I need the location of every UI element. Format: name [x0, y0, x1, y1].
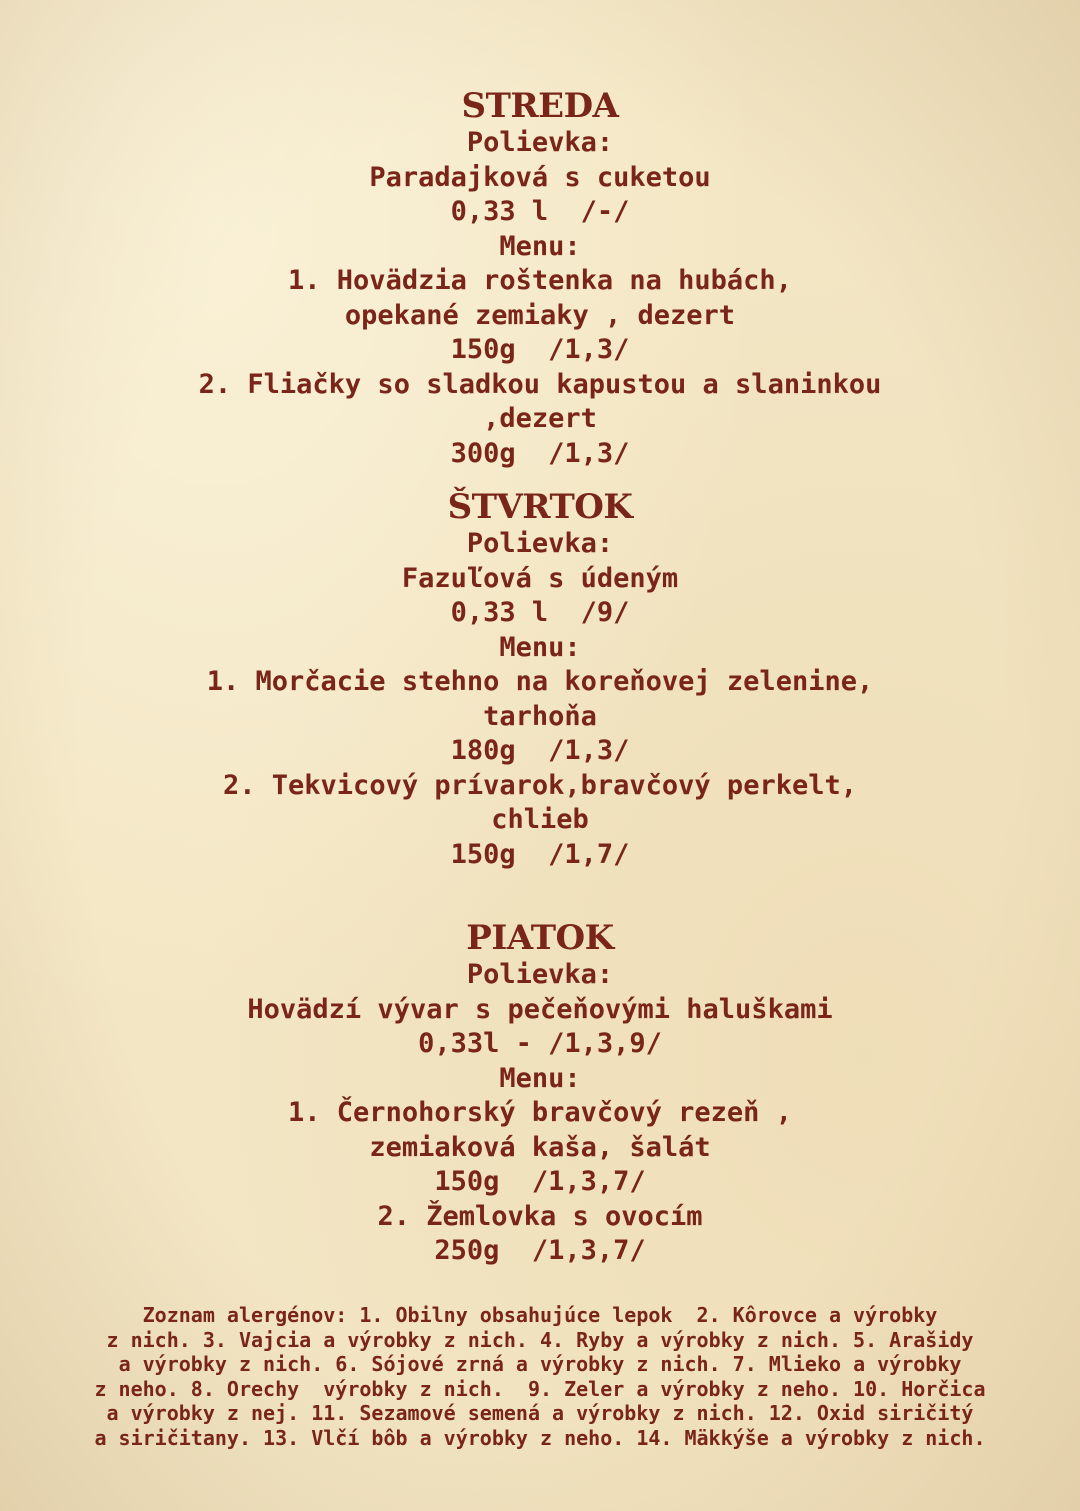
meal-1-line-1: 1. Černohorský bravčový rezeň ,	[288, 1097, 792, 1128]
soup-info: 0,33 l /-/	[450, 196, 630, 227]
menu-heading: Menu:	[499, 1062, 581, 1094]
meal-1-line-2: zemiaková kaša, šalát	[369, 1131, 711, 1163]
meal-1-info: 180g /1,3/	[450, 735, 630, 766]
day-title: PIATOK	[466, 918, 614, 958]
menu-heading: Menu:	[499, 230, 581, 262]
allergen-line: z neho. 8. Orechy výrobky z nich. 9. Zeler a výrobky z neho. 10. Horčica	[94, 1376, 986, 1401]
meal-2-line-2: ,dezert	[483, 403, 597, 434]
meal-1-info: 150g /1,3,7/	[434, 1166, 646, 1197]
day-section-piatok	[0, 918, 1080, 1269]
meal-2-info: 150g /1,7/	[450, 838, 630, 870]
soup-name: Paradajková s cuketou	[369, 161, 711, 193]
daily-menu	[0, 86, 1080, 1269]
soup-heading: Polievka:	[466, 959, 614, 990]
meal-2-line-1: 2. Žemlovka s ovocím	[377, 1200, 703, 1232]
meal-2-line-2: chlieb	[491, 804, 589, 835]
meal-2-line-1: 2. Tekvicový prívarok,bravčový perkelt,	[223, 769, 857, 801]
meal-1-line-1: 1. Hovädzia roštenka na hubách,	[288, 265, 792, 296]
allergen-list	[0, 1303, 1080, 1451]
meal-1-info: 150g /1,3/	[450, 334, 630, 365]
soup-heading: Polievka:	[466, 127, 614, 158]
meal-1-line-2: opekané zemiaky , dezert	[344, 299, 736, 331]
allergen-line: z nich. 3. Vajcia a výrobky z nich. 4. Ryby a výrobky z nich. 5. Arašidy	[106, 1327, 974, 1352]
meal-1-line-2: tarhoňa	[483, 700, 597, 732]
allergen-line: a výrobky z nej. 11. Sezamové semená a výrobky z nich. 12. Oxid siričitý	[106, 1401, 974, 1426]
soup-heading: Polievka:	[466, 528, 614, 559]
soup-name: Fazuľová s údeným	[401, 562, 679, 594]
soup-name: Hovädzí vývar s pečeňovými haluškami	[247, 993, 833, 1025]
allergen-line: a siričitany. 13. Vlčí bôb a výrobky z neho. 14. Mäkkýše a výrobky z nich.	[94, 1425, 986, 1450]
soup-info: 0,33 l /9/	[450, 597, 630, 628]
allergen-line: Zoznam alergénov: 1. Obilny obsahujúce lepok 2. Kôrovce a výrobky	[142, 1303, 938, 1327]
menu-heading: Menu:	[499, 631, 581, 663]
allergen-line: a výrobky z nich. 6. Sójové zrná a výrobky z nich. 7. Mlieko a výrobky	[118, 1352, 962, 1377]
day-title: ŠTVRTOK	[447, 487, 633, 527]
day-section-streda	[0, 86, 1080, 471]
soup-info: 0,33l - /1,3,9/	[418, 1028, 662, 1059]
day-title: STREDA	[461, 86, 619, 126]
day-section-stvrtok	[0, 487, 1080, 872]
meal-2-info: 300g /1,3/	[450, 437, 630, 469]
meal-2-info: 250g /1,3,7/	[434, 1235, 646, 1266]
meal-1-line-1: 1. Morčacie stehno na koreňovej zelenine,	[206, 666, 874, 697]
meal-2-line-1: 2. Fliačky so sladkou kapustou a slaninkou	[198, 368, 882, 400]
